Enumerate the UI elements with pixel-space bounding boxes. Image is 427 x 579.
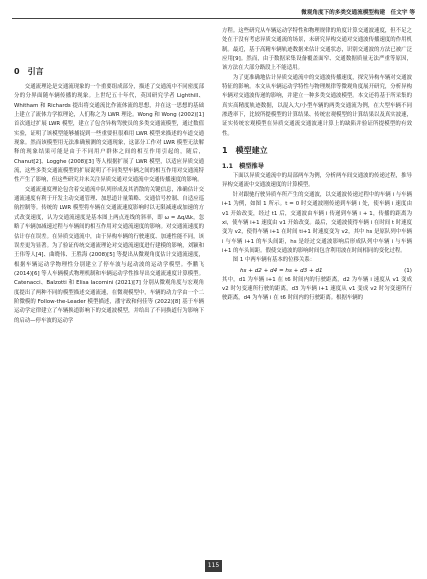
page-number: 115 xyxy=(205,560,222,572)
paragraph: 其中，d1 为车辆 i+1 在 t6 时间内的行驶距离，d2 为车辆 i 速度从 v1 变成 v2 时匀变速所行驶的距离，d3 为车辆 i+1 速度从 v1 变成 v2 时匀变速所行驶距离，d4 为车辆 i 在 t6 时间内的行驶距离。根据车辆的 xyxy=(222,276,412,302)
right-column xyxy=(222,27,412,304)
paragraph: 下面以异质交通流中的局部两车为例，分析两车间交通波的传递过程，推导异构交通流中交通波速度的计算模型。 xyxy=(222,173,412,189)
subsection-heading-derivation: 1.1 模型推导 xyxy=(222,163,264,171)
formula-expression: hs + d2 + d4 = hs + d3 + d1 xyxy=(240,267,323,274)
formula-1 xyxy=(222,266,412,276)
paragraph: 为了更准确地估计异质交通流中的交通波传播速度，探究异构车辆对交通波特征的影响。本文从车辆运动学特性与物理规律等微观角度展开研究，分析异构车辆对交通波传递的影响，并建立一种多类交通波模型。本文还将基于所采集的真实高精度轨迹数据，以混入大/小型车辆的两类交通流为例，在大型车辆不同渗透率下，比较所提模型的计算结果、传统宏观模型的计算结果以及真实波速，证实传统宏观模型在异质交通流交通波速计算上的缺陷并验证所提模型的有效性。 xyxy=(222,74,412,137)
left-column xyxy=(14,27,204,326)
paragraph: 图 1 中两车辆有基本的位移关系： xyxy=(232,257,316,264)
page-header-title: 微观角度下的多类交通流模型构建 任文宇 等 xyxy=(301,10,415,16)
paragraph: 针对跟驰行驶异质车所产生的交通波，以交通波传递过程中的车辆 i 与车辆 i+1 为例，如图 1 所示。t = 0 时交通波刚传递到车辆 i 处，使车辆 i 速度由 v1 开始改变，经过 t1 后，交通波由车辆 i 传递到车辆 i + 1，传播的距离为 xi，使车辆 i+1 速度由 v1 开始改变。最后，交通波使得车辆 i 在时间 t 时速度变为 v2，使得车辆 i+1 在时间 ti+1 时速度变为 v2，其中 hs 是原队列中车辆 i 与车辆 i+1 的车头间距，hs 是经过交通波影响后形成队列中车辆 i 与车辆 i+1 的车头间距。假使交通波的影响时间包含利用波在时间相同的变化过程。 xyxy=(222,191,412,254)
paragraph: 交通流理论是交通流现象的一个重要组成部分，描述了交通流中不同密度部分的分界面随车辆传播的现象。上世纪五十年代，英国研究学者 Lighthill、Whitham 和 Richards 提出将交通流比作流体流的思想，并在这一思想的基础上建立了流体力学拟理论，人们称之为 LWR 理论。Wong 和 Wong (2002)[1] 首次通过扩展 LWR 模型，建立了包含异构驾驶员的多类交通流模型，通过数值实验，证明了该模型能够捕捉到一些重要但很难用 LWR 模型来描述的车道交通现象。然而该模型用无法准确预测的交通现象，这部分工作对 LWR 模型无法解释的现象结果可能是由于不同用户群体之间的相互作用引起的，随后，Chanut[2]、Logghe (2008)[3] 等人根据扩展了 LWR 模型，以适应异质交通流，这些多类交通流模型的扩展说明了不同类型车辆之间的相互作用对交通流特性产生了影响，但这些研究并未关注异质交通对交通流中交通传播速度的影响。 xyxy=(14,84,204,184)
header-rule xyxy=(12,18,415,19)
paragraph: 交通流速度理论包含着交通流中队列形成及其消散的关键信息，准确估计交通流速度有利于开发主动交通管理、加思道计量策略、交通信号控制、自适应巡航控制等。传统的 LWR 模型将车辆在交通流速度影响时以无限减速或加速的方式改变速度，认为交通流速度是基本图上两点连线的斜率，即 ω = Δq/Δk，忽略了车辆加减速过程与车辆间的相互作用对交通流速度的影响。对交通流速度的估计存在误差。在异质交通流中，由于异构车辆的行驶速度、加速性能不同，该误差更为显著。为了验证传统交通流理论对交通流速度进行建模的影响，刘颖和王伟等人[4]、曲晓伟、王胜海 (2008)[5] 等提出从微观角度估计交通流速度，根据车辆运动学物理性分别建立了停车波与起动波的运动学模型。李鹏飞 (2014)[6] 等人车辆模式物理机制和车辆运动学性推导出交通流速度计算模型。Catenacci、Balzotti 和 Elisa Iacomini (2021)[7] 分别从微观角度与宏观角度提出了两种不同的模型描述交通流速，在微观模型中，车辆的动力学由一个二阶微模的 Follow-the-Leader 模型描述，潘守政和何佳等 (2022)[8] 基于车辆运动学定律建立了车辆换道影响下的交通波模型，并给出了不同换道行为影响下的启动—停车波的运动学 xyxy=(14,186,204,324)
section-heading-model: 1 模型建立 xyxy=(222,146,268,156)
paragraph: 方程。这些研究从车辆运动学特性和物理规律的角度计算交通波速度，但不足之处在于没有考虑异质交通流的场景，未研究异构交通对交通波传播速度的作用机制。最近，基于高精车辆轨迹数据来估计交通状态，识别交通波的方法已被广泛应用[9]。然而，由于数据采集设备覆盖面窄、交通数据质量无法严重等原因，该方法在大部分路段上不能适用。 xyxy=(222,28,412,72)
section-heading-introduction: 0 引言 xyxy=(14,67,44,76)
formula-number: (1) xyxy=(404,267,412,274)
